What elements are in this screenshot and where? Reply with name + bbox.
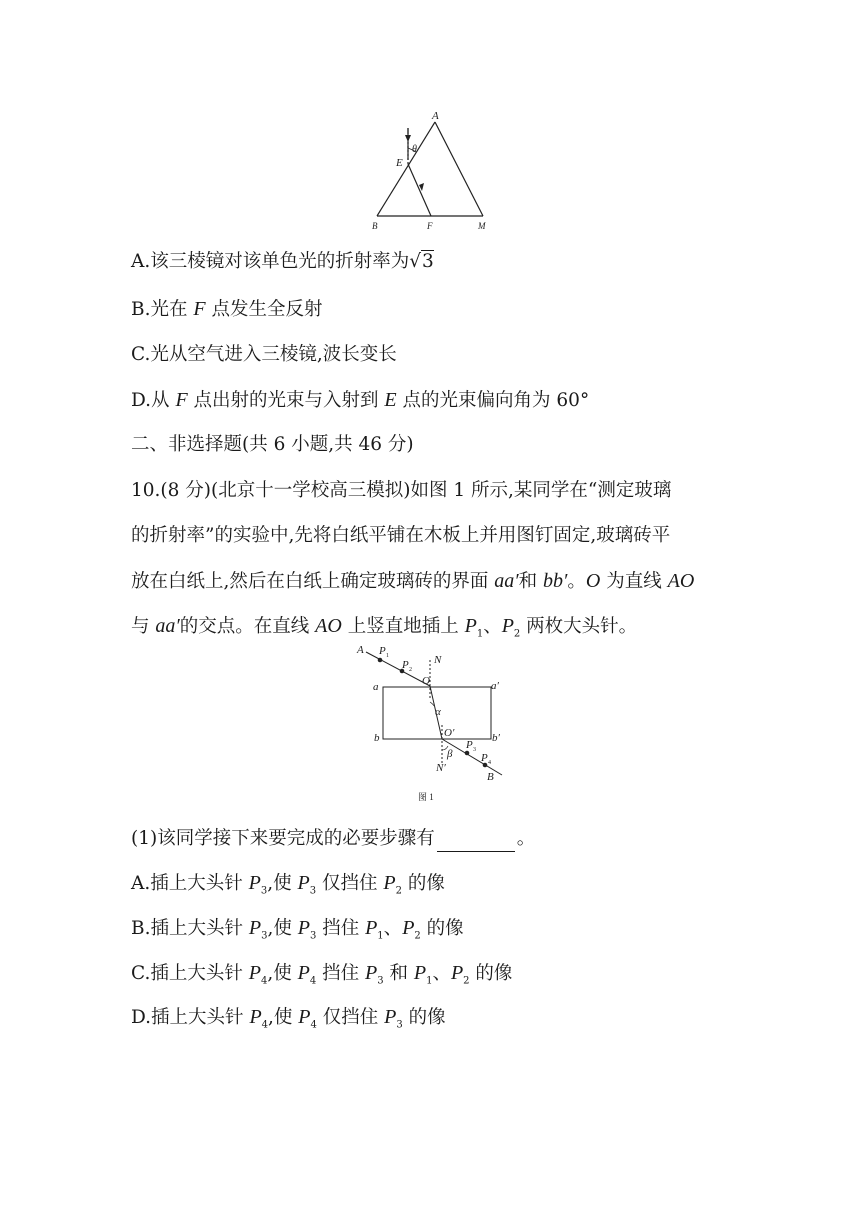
label-A2: A: [357, 644, 364, 656]
label-P2-sub: 2: [409, 667, 412, 673]
label-P4: P: [481, 752, 488, 764]
q10-l3-mid2: 。: [567, 571, 586, 592]
opt-b-pre: B.插上大头针: [131, 918, 249, 939]
opt-c-pre: C.插上大头针: [131, 963, 249, 984]
label-O: O: [422, 675, 430, 687]
q10-l4-post: 两枚大头针。: [520, 616, 638, 637]
q9-option-a: [131, 249, 434, 275]
opt-c-s3: 3: [377, 975, 384, 987]
opt-b-mid: ,使: [267, 918, 298, 939]
figure-caption: 图 1: [418, 792, 434, 802]
q9-option-c: C.光从空气进入三棱镜,波长变长: [131, 344, 397, 365]
q9-option-b-pre: B.光在: [131, 299, 194, 320]
opt-a-s2: 3: [309, 885, 317, 897]
q10-l4-p2-sub: 2: [513, 628, 521, 640]
opt-c-v4: P: [413, 962, 427, 984]
q10-l3-pre: 放在白纸上,然后在白纸上确定玻璃砖的界面: [131, 571, 495, 592]
label-B2: B: [487, 771, 494, 783]
opt-b-s3: 1: [377, 930, 384, 942]
q9-option-d-var1: F: [175, 389, 188, 411]
q10-l3-ao: AO: [667, 570, 695, 592]
label-F: F: [427, 221, 433, 231]
q9-option-b-post: 点发生全反射: [205, 299, 323, 320]
q9-option-a-text: A.该三棱镜对该单色光的折射率为: [131, 251, 410, 272]
opt-b-mid2: 挡住: [316, 918, 366, 939]
q10-l3-mid: 和: [518, 571, 544, 592]
opt-c-v1: P: [248, 962, 261, 984]
label-theta: θ: [412, 144, 417, 155]
opt-b-v1: P: [248, 917, 262, 939]
opt-d-post: 的像: [402, 1007, 446, 1028]
q10-l4-aa: aa′: [155, 615, 180, 637]
q10-l3-mid3: 为直线: [600, 571, 668, 592]
q10-l4-p1: P: [464, 615, 477, 637]
opt-d-v1: P: [249, 1006, 262, 1028]
q10-l3-o: O: [585, 570, 601, 592]
glass-slab-figure: [350, 640, 510, 810]
q10-part1-prompt: [131, 826, 535, 852]
label-P3-sub: 3: [473, 747, 476, 753]
q10-l4-pre: 与: [131, 616, 156, 637]
opt-a-pre: A.插上大头针: [131, 873, 249, 894]
opt-d-s3: 3: [396, 1019, 403, 1031]
q9-option-d-pre: D.从: [131, 390, 176, 411]
q10-l3-bb: bb′: [543, 570, 568, 592]
opt-b-s1: 3: [261, 930, 268, 942]
opt-c-and: 和: [383, 963, 414, 984]
q9-option-d-mid: 点出射的光束与入射到: [187, 390, 385, 411]
opt-a-mid2: 仅挡住: [316, 873, 384, 894]
label-P1: P: [379, 645, 386, 657]
label-P2: P: [402, 659, 409, 671]
opt-c-post: 的像: [469, 963, 513, 984]
opt-c-mid2: 挡住: [316, 963, 365, 984]
q10-part1-prompt-text: (1)该同学接下来要完成的必要步骤有: [131, 828, 435, 849]
opt-b-sep: 、: [383, 918, 403, 939]
label-O-prime: O′: [444, 727, 455, 739]
q10-line-2: 的折射率”的实验中,先将白纸平铺在木板上并用图钉固定,玻璃砖平: [131, 525, 671, 546]
opt-a-mid: ,使: [267, 873, 298, 894]
opt-a-v2: P: [297, 872, 310, 894]
opt-b-post: 的像: [420, 918, 464, 939]
label-M: M: [478, 221, 486, 231]
q10-option-a: [131, 870, 445, 905]
q10-l4-mid: 的交点。在直线: [179, 616, 316, 637]
q10-line-3: [131, 568, 694, 595]
opt-b-v3: P: [365, 917, 378, 939]
opt-a-s1: 3: [260, 885, 268, 897]
opt-b-s2: 3: [309, 930, 317, 942]
q10-part1-prompt-end: 。: [516, 828, 536, 849]
label-P4-sub: 4: [488, 760, 491, 766]
label-b: b: [374, 732, 380, 744]
q10-l4-ao: AO: [315, 615, 342, 637]
q10-l4-p1-sub: 1: [476, 628, 484, 640]
opt-b-s4: 2: [414, 930, 421, 942]
q10-line-1: 10.(8 分)(北京十一学校高三模拟)如图 1 所示,某同学在“测定玻璃: [131, 480, 672, 501]
opt-a-v3: P: [383, 872, 396, 894]
q10-option-b: [131, 915, 464, 950]
q9-option-d: [131, 387, 589, 414]
label-alpha: α: [435, 706, 441, 718]
label-a-prime: a′: [491, 680, 499, 692]
sqrt-symbol: √: [409, 251, 422, 272]
opt-c-v2: P: [297, 962, 310, 984]
opt-b-v2: P: [297, 917, 310, 939]
opt-c-s1: 4: [260, 975, 268, 987]
opt-d-v3: P: [384, 1006, 397, 1028]
sqrt-value: 3: [422, 251, 434, 272]
opt-d-mid2: 仅挡住: [316, 1007, 385, 1028]
opt-b-v4: P: [402, 917, 415, 939]
opt-c-sep: 、: [432, 963, 451, 984]
opt-d-mid: ,使: [268, 1007, 299, 1028]
label-N: N: [434, 654, 442, 666]
opt-c-s5: 2: [463, 975, 470, 987]
label-N-prime: N′: [436, 762, 446, 774]
opt-c-mid: ,使: [267, 963, 298, 984]
q10-l4-sep: 、: [483, 616, 502, 637]
opt-d-v2: P: [298, 1006, 311, 1028]
opt-d-pre: D.插上大头针: [131, 1007, 250, 1028]
opt-c-v3: P: [364, 962, 378, 984]
opt-d-s2: 4: [310, 1019, 317, 1031]
q10-l4-mid2: 上竖直地插上: [341, 616, 465, 637]
opt-c-v5: P: [450, 962, 464, 984]
q10-option-c: [131, 960, 512, 995]
label-E: E: [396, 157, 403, 169]
opt-a-post: 的像: [401, 873, 445, 894]
q10-option-d: [131, 1004, 446, 1039]
opt-a-s3: 2: [395, 885, 402, 897]
label-P3: P: [466, 739, 473, 751]
opt-c-s2: 4: [309, 975, 317, 987]
q9-option-b: [131, 296, 322, 323]
label-a: a: [373, 681, 379, 693]
label-beta: β: [447, 748, 453, 760]
prism-figure: [360, 108, 500, 236]
label-A: A: [432, 110, 439, 122]
opt-c-s4: 1: [426, 975, 433, 987]
q10-l4-p2: P: [501, 615, 514, 637]
q9-option-d-post: 点的光束偏向角为 60°: [396, 390, 590, 411]
section-heading: 二、非选择题(共 6 小题,共 46 分): [131, 434, 414, 455]
opt-d-s1: 4: [261, 1019, 269, 1031]
label-b-prime: b′: [492, 732, 500, 744]
label-B: B: [372, 221, 378, 231]
opt-a-v1: P: [248, 872, 261, 894]
q9-option-d-var2: E: [384, 389, 397, 411]
q9-option-b-var: F: [193, 298, 206, 320]
q10-l3-aa: aa′: [494, 570, 519, 592]
label-P1-sub: 1: [386, 653, 389, 659]
answer-blank[interactable]: [437, 831, 515, 852]
